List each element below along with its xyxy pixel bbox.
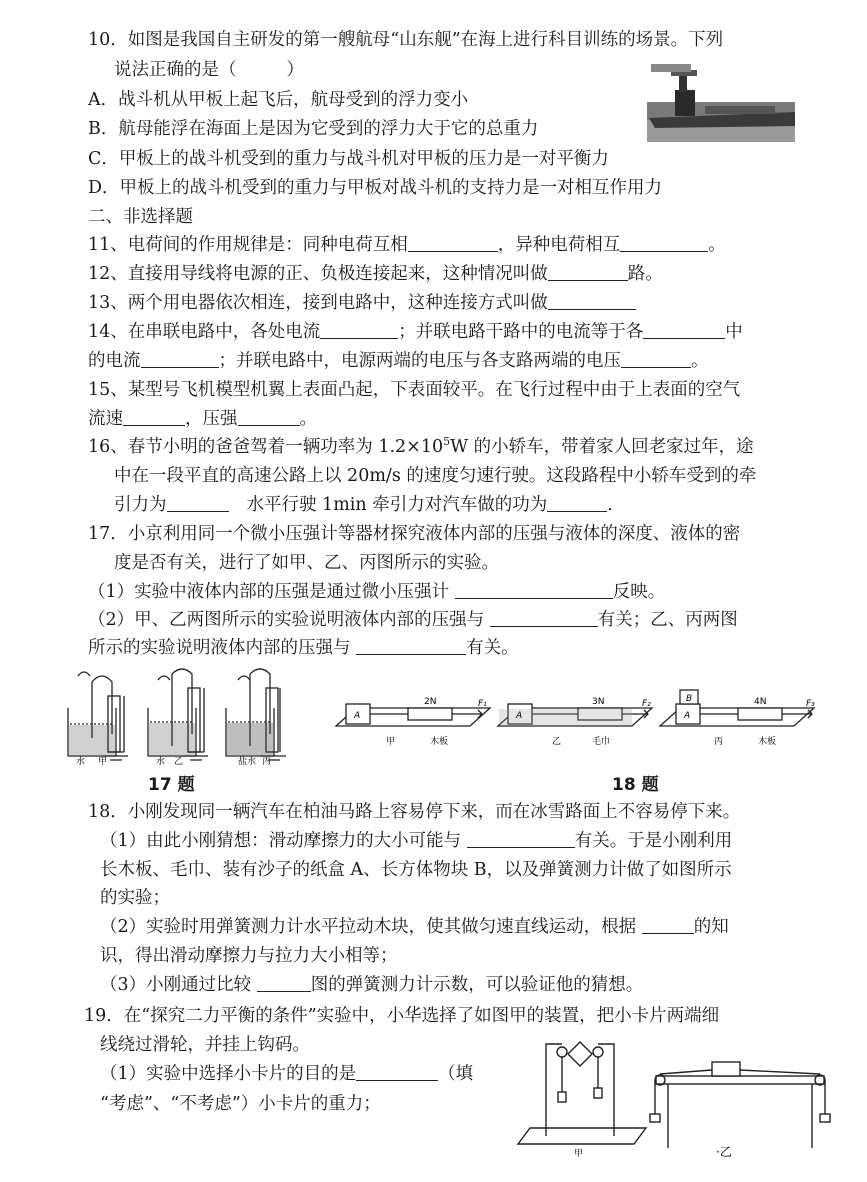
fig18-f-label: F₂ — [642, 699, 651, 709]
fig18-block: B — [686, 694, 693, 704]
q19-part1: （1）实验中选择小卡片的目的是 （填 — [100, 1064, 474, 1084]
fig18-block: A — [354, 711, 361, 721]
blank[interactable] — [642, 917, 694, 934]
q16-line2: 中在一段平直的高速公路上以 20m/s 的速度匀速行驶。这段路程中小轿车受到的牵 — [114, 466, 757, 486]
q17-line2: 度是否有关，进行了如甲、乙、丙图所示的实验。 — [114, 553, 499, 573]
fig18-surface: 毛巾 — [592, 737, 611, 747]
q10-option-b: B．航母能浮在海面上是因为它受到的浮力大于它的总重力 — [88, 119, 539, 139]
blank[interactable] — [356, 638, 466, 655]
blank[interactable] — [490, 610, 598, 627]
q17-line1: 17．小京利用同一个微小压强计等器材探究液体内部的压强与液体的深度、液体的密 — [88, 524, 741, 544]
fig18-surface: 木板 — [430, 737, 449, 747]
q18-line4: 的实验； — [100, 888, 170, 908]
blank[interactable] — [356, 1064, 438, 1081]
blank[interactable] — [455, 582, 613, 599]
aircraft-carrier-photo — [645, 62, 797, 144]
q16-line1: 16、春节小明的爸爸驾着一辆功率为 $1.2\times 10^5W$ 的小轿车，带着家人回老家过年，途 — [88, 435, 754, 457]
q18-part3: （3）小刚通过比较 图的弹簧测力计示数，可以验证他的猜想。 — [100, 975, 644, 995]
fig18-force: 2N — [424, 697, 437, 707]
q19-line4: “考虑”、“不考虑”）小卡片的重力； — [100, 1094, 381, 1114]
blank[interactable] — [547, 495, 607, 512]
fig18-caption: 18 题 — [612, 775, 659, 795]
blank[interactable] — [167, 495, 229, 512]
fig18-block: A — [684, 711, 691, 721]
blank[interactable] — [257, 975, 311, 992]
q18-line6: 识，得出滑动摩擦力与拉力大小相等； — [100, 946, 398, 966]
q18-part2: （2）实验时用弹簧测力计水平拉动木块，使其做匀速直线运动，根据 的知 — [100, 917, 729, 937]
q10-option-a: A．战斗机从甲板上起飞后，航母受到的浮力变小 — [88, 90, 469, 110]
fig18-f-label: F₁ — [478, 699, 487, 709]
fig17-label: 丙 — [262, 757, 272, 767]
fig18-name: 乙 — [552, 737, 562, 747]
q15-line2: 流速 ，压强 。 — [88, 409, 317, 429]
q18-line3: 长木板、毛巾、装有沙子的纸盒 A、长方体物块 B，以及弹簧测力计做了如图所示 — [100, 860, 732, 880]
q14-line2: 的电流 ；并联电路中，电源两端的电压与各支路两端的电压 。 — [88, 351, 709, 371]
blank[interactable] — [123, 409, 185, 426]
fig18-name: 甲 — [386, 737, 396, 747]
fig19-label: 甲 — [574, 1149, 584, 1159]
figure-19-balance-apparatus — [516, 1032, 846, 1168]
fig17-label: 乙 — [174, 757, 184, 767]
q10-option-d: D．甲板上的战斗机受到的重力与甲板对战斗机的支持力是一对相互作用力 — [88, 178, 663, 198]
fig17-label: 水 — [156, 757, 166, 767]
q10-stem-line1: 10．如图是我国自主研发的第一艘航母“山东舰”在海上进行科目训练的场景。下列 — [88, 30, 724, 50]
fig17-caption: 17 题 — [148, 775, 195, 795]
blank[interactable] — [141, 351, 219, 368]
blank[interactable] — [408, 235, 498, 252]
q12: 12、直接用导线将电源的正、负极连接起来，这种情况叫做 路。 — [88, 264, 663, 284]
blank[interactable] — [548, 293, 636, 310]
fig18-f-label: F₃ — [806, 699, 815, 709]
q19-line2: 线绕过滑轮，并挂上钩码。 — [100, 1035, 310, 1055]
q10-stem-line2: 说法正确的是（ ） — [114, 60, 304, 80]
blank[interactable] — [620, 235, 708, 252]
q15-line1: 15、某型号飞机模型机翼上表面凸起，下表面较平。在飞行过程中由于上表面的空气 — [88, 380, 741, 400]
q10-option-c: C．甲板上的战斗机受到的重力与战斗机对甲板的压力是一对平衡力 — [88, 149, 609, 169]
figure-18-friction — [330, 678, 830, 750]
q19-line1: 19．在“探究二力平衡的条件”实验中，小华选择了如图甲的装置，把小卡片两端细 — [84, 1006, 720, 1026]
blank[interactable] — [548, 264, 628, 281]
fig18-force: 4N — [754, 697, 767, 707]
q17-part2-cont: 所示的实验说明液体内部的压强与 有关。 — [88, 638, 519, 658]
q11: 11、电荷间的作用规律是：同种电荷互相 ，异种电荷相互 。 — [88, 235, 726, 255]
fig19-label: ·乙 — [716, 1145, 732, 1159]
section-title: 二、非选择题 — [88, 207, 193, 227]
blank[interactable] — [320, 322, 398, 339]
q14-line1: 14、在串联电路中，各处电流 ；并联电路干路中的电流等于各 中 — [88, 322, 743, 342]
q18-line1: 18．小刚发现同一辆汽车在柏油马路上容易停下来，而在冰雪路面上不容易停下来。 — [88, 802, 741, 822]
fig17-label: 盐水 — [238, 757, 257, 767]
figure-17-pressure-gauges — [62, 664, 292, 768]
q13: 13、两个用电器依次相连，接到电路中，这种连接方式叫做 — [88, 293, 636, 313]
blank[interactable] — [643, 322, 725, 339]
q16-line3: 引力为 水平行驶 1min 牵引力对汽车做的功为 . — [114, 495, 613, 515]
fig18-force: 3N — [592, 697, 605, 707]
fig18-name: 丙 — [714, 737, 724, 747]
q17-part2: （2）甲、乙两图所示的实验说明液体内部的压强与 有关；乙、丙两图 — [88, 610, 738, 630]
q17-part1: （1）实验中液体内部的压强是通过微小压强计 反映。 — [88, 582, 666, 602]
blank[interactable] — [467, 831, 575, 848]
fig18-surface: 木板 — [758, 737, 777, 747]
blank[interactable] — [238, 409, 300, 426]
fig17-label: 甲 — [98, 757, 108, 767]
blank[interactable] — [621, 351, 691, 368]
fig18-block: A — [516, 711, 523, 721]
q18-part1: （1）由此小刚猜想：滑动摩擦力的大小可能与 有关。于是小刚利用 — [100, 831, 733, 851]
fig17-label: 水 — [76, 757, 86, 767]
